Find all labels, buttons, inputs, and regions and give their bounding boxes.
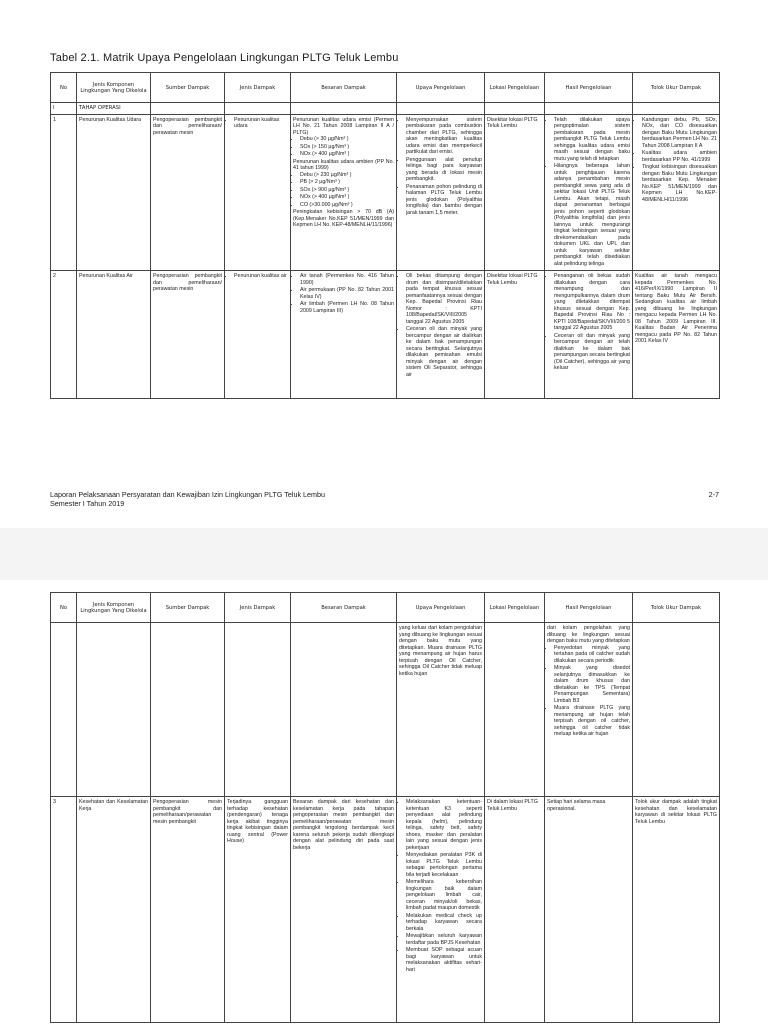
header-tolok-ukur: Tolok Ukur Dampak (633, 593, 720, 623)
besaran-item: • PB (> 2 µg/Nm³ ) (300, 179, 394, 186)
header-sumber-dampak: Sumber Dampak (151, 73, 225, 103)
header-upaya-pengelolaan: Upaya Pengelolaan (397, 593, 485, 623)
hasil-item: • Muara drainase PLTG yang menampung air hujan telah terpisah dengan oil catcher, sehingga oil catcher tidak meluap ketika air hujan (554, 705, 630, 738)
row-number: 2 (51, 271, 77, 399)
footer-semester: Semester I Tahun 2019 (50, 499, 125, 508)
table-row-continued (51, 623, 720, 797)
hasil-item: • Hilangnya beberapa lahan untuk penghijauan karena adanya penambahan mesin pembangkit sewa yang ada di sekitar lokasi Unit PLTG Teluk Lembu. Akan tetapi, masih dapat penanaman berbagai jenis pohon seperti glodokan (Polyalthia longifolia) dan jenis lainnya untuk mengurangi tingkat kebisingan sesuai yang direkomendasikan pada dokumen UKL dan UPL dan untuk karyawan sekitar pembangkit telah disediakan alat pelindung telinga (554, 163, 630, 267)
lokasi-cell: Disekitar lokasi PLTG Teluk Lembu (485, 114, 545, 271)
header-jenis-komponen: Jenis Komponen Lingkungan Yang Dikelola (77, 593, 151, 623)
section-number: I (51, 103, 77, 115)
besaran-text: Penurunan kualitas udara ambien (PP No. 41 tahun 1999) (293, 158, 394, 171)
besaran-dampak-cell (291, 271, 397, 399)
header-jenis-dampak: Jenis Dampak (225, 73, 291, 103)
table-header-row (51, 593, 720, 623)
table-row (51, 797, 720, 1023)
jenis-komponen-cell: Kesehatan dan Keselamatan Kerja (77, 797, 151, 1023)
upaya-pengelolaan-cell (397, 271, 485, 399)
sumber-dampak-cell: Pengoperasian mesin pembangkit dan pemeliharaan/perawatan mesin pembangkit (151, 797, 225, 1023)
page-gap (0, 528, 768, 580)
jenis-dampak-cell: Terjadinya gangguan terhadap kesehatan (pendengaran) tenaga kerja akibat tingginya tingkat kebisingan dalam ruang sentral (Power House) (225, 797, 291, 1023)
jenis-komponen-cell: Penurunan Kualitas Udara (77, 114, 151, 271)
matrix-table-continued (50, 592, 720, 1023)
besaran-dampak-cell (291, 114, 397, 271)
header-besaran-dampak: Besaran Dampak (291, 593, 397, 623)
tolok-item: • Kandungan debu, Pb, SOx, NOx, dan CO disesuaikan dengan Baku Mutu Lingkungan berdasarkan Permen LH No. 21 Tahun 2008 Lampiran II A (642, 117, 717, 150)
besaran-item: • Air permukaan (PP No. 82 Tahun 2001 Kelas IV) (300, 287, 394, 300)
tolok-item: • Tingkat kebisingan disesuaikan dengan Baku Mutu Lingkungan berdasarkan Kep. Menaker No.KEP 51/MEN/1999 dan Kepmen LH No.KEP-48/MENLH/11/1996 (642, 164, 717, 203)
header-hasil-pengelolaan: Hasil Pengelolaan (545, 593, 633, 623)
besaran-item: • SOx (> 150 µg/Nm³ ) (300, 144, 394, 151)
hasil-pengelolaan-cell (545, 114, 633, 271)
section-row (51, 103, 720, 115)
upaya-item: • Oli bekas ditampung dengan drum dan disimpan/diletakkan pada tempat khusus sesuai pemanfaatannya sesuai dengan Kep. Bapedal Provinsi Riau Nomor : KPTI 108/Bapedal/SK/VIII/2005 tanggal 22 Agustus 2005 (406, 273, 482, 325)
upaya-item: • Memelihara kebersihan lingkungan baik dalam pengelolaan limbah cair, ceceran minyak/oli bekas, limbah padat maupun domestik (406, 879, 482, 912)
upaya-pengelolaan-cell (397, 114, 485, 271)
besaran-item: • Debu (> 230 µg/Nm³ ) (300, 172, 394, 179)
hasil-item: • Penanganan oli bekas sudah dilakukan dengan cara menampung dan mengumpulkannya dalam drum yang diletakkan ditempat khusus sesuai dengan Kep. Bapedal Provinsi Riau No : KPTI 108/Bapedal/SK/VIII/200 5 tanggal 22 Agustus 2005 (554, 273, 630, 332)
besaran-item: • Debu (> 30 µg/Nm³ ) (300, 136, 394, 143)
hasil-item: • Ceceran oli dan minyak yang bercampur dengan air telah dialirkan ke dalam bak penampungan secara bertingkat (Oil Catcher), sehingga air yang keluar (554, 333, 630, 372)
besaran-item: • Air tanah (Permenkes No. 416 Tahun 1990) (300, 273, 394, 286)
tolok-ukur-cell: Tolok ukur dampak adalah tingkat kesehatan dan keselamatan karyawan di sekitar lokasi PLTG Teluk Lembu (633, 797, 720, 1023)
row-number: 1 (51, 114, 77, 271)
hasil-pengelolaan-cell (545, 623, 633, 797)
header-no: No (51, 73, 77, 103)
besaran-item: • SOx (> 900 µg/Nm³ ) (300, 187, 394, 194)
hasil-item: • Minyak yang disedot selanjutnya dimasukkan ke dalam drum khusus dan diletakkan ke TPS (Tempat Penampungan Sementara) Limbah B3 (554, 665, 630, 704)
table-row (51, 114, 720, 271)
upaya-item: • Penggunaan alat penutup telinga bagi para karyawan yang berada di lokasi mesin pembangkit. (406, 157, 482, 183)
upaya-item: • Melaksanakan ketentuan-ketentuan K3 seperti penyediaan alat pelindung kepala (helm), pelindung telinga, safety belt, safety shoes, masker dan peralatan lain yang sesuai dengan jenis pekerjaan (406, 799, 482, 851)
row-number: 3 (51, 797, 77, 1023)
besaran-text: Peningkatan kebisingan > 70 dB (A) (Kep.Menaker No.KEP 51/MEN/1999 dan Kepmen LH No. KEP-48/MENLH/11/1996) (293, 209, 394, 228)
jenis-dampak-cell (225, 271, 291, 399)
upaya-item: • Melakukan medical check up terhadap karyawan secara berkala (406, 913, 482, 933)
sumber-dampak-cell: Pengoperasian pembangkit dan pemeliharaan/ perawatan mesin (151, 114, 225, 271)
header-besaran-dampak: Besaran Dampak (291, 73, 397, 103)
section-label: TAHAP OPERASI (77, 103, 151, 115)
besaran-item: • Air limbah (Permen LH No. 08 Tahun 2009 Lampiran III) (300, 301, 394, 314)
header-no: No (51, 593, 77, 623)
header-hasil-pengelolaan: Hasil Pengelolaan (545, 73, 633, 103)
header-sumber-dampak: Sumber Dampak (151, 593, 225, 623)
besaran-text: Penurunan kualitas udara emisi (Permen LH No. 21 Tahun 2008 Lampiran II A / PLTG) (293, 116, 394, 136)
hasil-pengelolaan-cell: Setiap hari selama masa operasional. (545, 797, 633, 1023)
tolok-ukur-cell: Kualitas air tanah mengacu kepada Permenkes No. 416/Per/IX/1990 Lampiran II tentang Baku Mutu Air Bersih. Sedangkan kualitas air limbah yang dibuang ke lingkungan mengacu kepada Permen LH No. 08 Tahun 2009 Lampiran III. Kualitas Badan Air Penerima mengacu pada PP No. 82 Tahun 2001 Kelas IV (633, 271, 720, 399)
lokasi-cell: Disekitar lokasi PLTG Teluk Lembu (485, 271, 545, 399)
upaya-item: • Membuat SOP sebagai acuan bagi karyawan untuk melaksanakan aktifitas sehari-hari (406, 947, 482, 973)
header-jenis-komponen: Jenis Komponen Lingkungan Yang Dikelola (77, 73, 151, 103)
header-tolok-ukur: Tolok Ukur Dampak (633, 73, 720, 103)
besaran-dampak-cell: Besaran dampak dari kesehatan dan keselamatan kerja pada tahapan pengoperasian mesin pembangkit dan pemeliharaan/perawatan mesin pembangkit tergolong berdampak kecil karena seluruh pekerja sudah dilengkapi dengan alat pelindung diri pada saat bekerja (291, 797, 397, 1023)
tolok-item: • Kualitas udara ambien berdasarkan PP No. 41/1999 (642, 150, 717, 163)
besaran-item: • NOx (> 400 µg/Nm³ ) (300, 194, 394, 201)
upaya-item: • Ceceran oli dan minyak yang bercampur dengan air dialirkan ke dalam bak penampungan secara bertingkat. Selanjutnya dilakukan pemisahan emulsi minyak dengan air dengan sistem Oli Separator, sehingga air (406, 326, 482, 378)
sumber-dampak-cell: Pengoperasian pembangkit dan pemeliharaan/ perawatan mesin (151, 271, 225, 399)
header-lokasi-pengelolaan: Lokasi Pengelolaan (485, 593, 545, 623)
hasil-item: • Penyedotan minyak yang tertahan pada oil catcher sudah dilakukan secara periodik (554, 645, 630, 665)
page-2 (0, 580, 768, 1024)
footer-report-title: Laporan Pelaksanaan Persyaratan dan Kewajiban Izin Lingkungan PLTG Teluk Lembu (50, 490, 326, 499)
lokasi-cell: Di dalam lokasi PLTG Teluk Lembu (485, 797, 545, 1023)
hasil-text: dari kolam pengolahan yang dibuang ke lingkungan sesuai dengan baku mutu yang ditetapkan (547, 625, 630, 644)
table-row (51, 271, 720, 399)
table-title: Tabel 2.1. Matrik Upaya Pengelolaan Lingkungan PLTG Teluk Lembu (50, 52, 399, 64)
hasil-item: • Telah dilakukan upaya pengoptimalan sistem pembakaran pada mesin pembangkit PLTG Teluk Lembu sehingga kualitas udara emisi masih sesuai dengan baku mutu yang telah di tetapkan (554, 117, 630, 163)
upaya-item: • Menyediakan peralatan P3K di lokasi PLTG Teluk Lembu sebagai pertolongan pertama bila terjadi kecelakaan (406, 852, 482, 878)
hasil-pengelolaan-cell (545, 271, 633, 399)
jenis-komponen-cell: Penurunan Kualitas Air (77, 271, 151, 399)
jenis-dampak-item: • Penurunan kualitas udara (234, 117, 288, 130)
header-jenis-dampak: Jenis Dampak (225, 593, 291, 623)
page-footer (50, 490, 719, 508)
upaya-pengelolaan-cell: yang keluar dari kolam pengolahan yang dibuang ke lingkungan sesuai dengan baku mutu yang ditetapkan. Muara drainase PLTG yang menampung air hujan harus terpisah dengan Oil Catcher, sehingga Oil Catcher tidak meluap ketika hujan (397, 623, 485, 797)
upaya-item: • Menyempurnakan sistem pembakaran pada combustion chamber dari PLTG, sehingga akan meningkatkan kualitas udara emisi dan memperkecil partikulat dari emisi. (406, 117, 482, 156)
upaya-item: • Penanaman pohon pelindung di halaman PLTG Teluk Lembu jenis glodokan (Polyalthia longifolia) dan bambu dengan jarak tanam 1,5 meter. (406, 184, 482, 217)
jenis-dampak-cell (225, 114, 291, 271)
besaran-item: • CO (>30.000 µg/Nm³ ) (300, 202, 394, 209)
jenis-dampak-item: • Penurunan kualitas air (234, 273, 288, 280)
besaran-item: • NOx (> 400 µg/Nm³ ) (300, 151, 394, 158)
header-lokasi-pengelolaan: Lokasi Pengelolaan (485, 73, 545, 103)
matrix-table (50, 72, 720, 399)
upaya-item: • Mewajibkan seluruh karyawan terdaftar pada BPJS Kesehatan (406, 933, 482, 946)
upaya-pengelolaan-cell (397, 797, 485, 1023)
page-number: 2-7 (708, 490, 719, 499)
header-upaya-pengelolaan: Upaya Pengelolaan (397, 73, 485, 103)
table-header-row (51, 73, 720, 103)
tolok-ukur-cell (633, 114, 720, 271)
